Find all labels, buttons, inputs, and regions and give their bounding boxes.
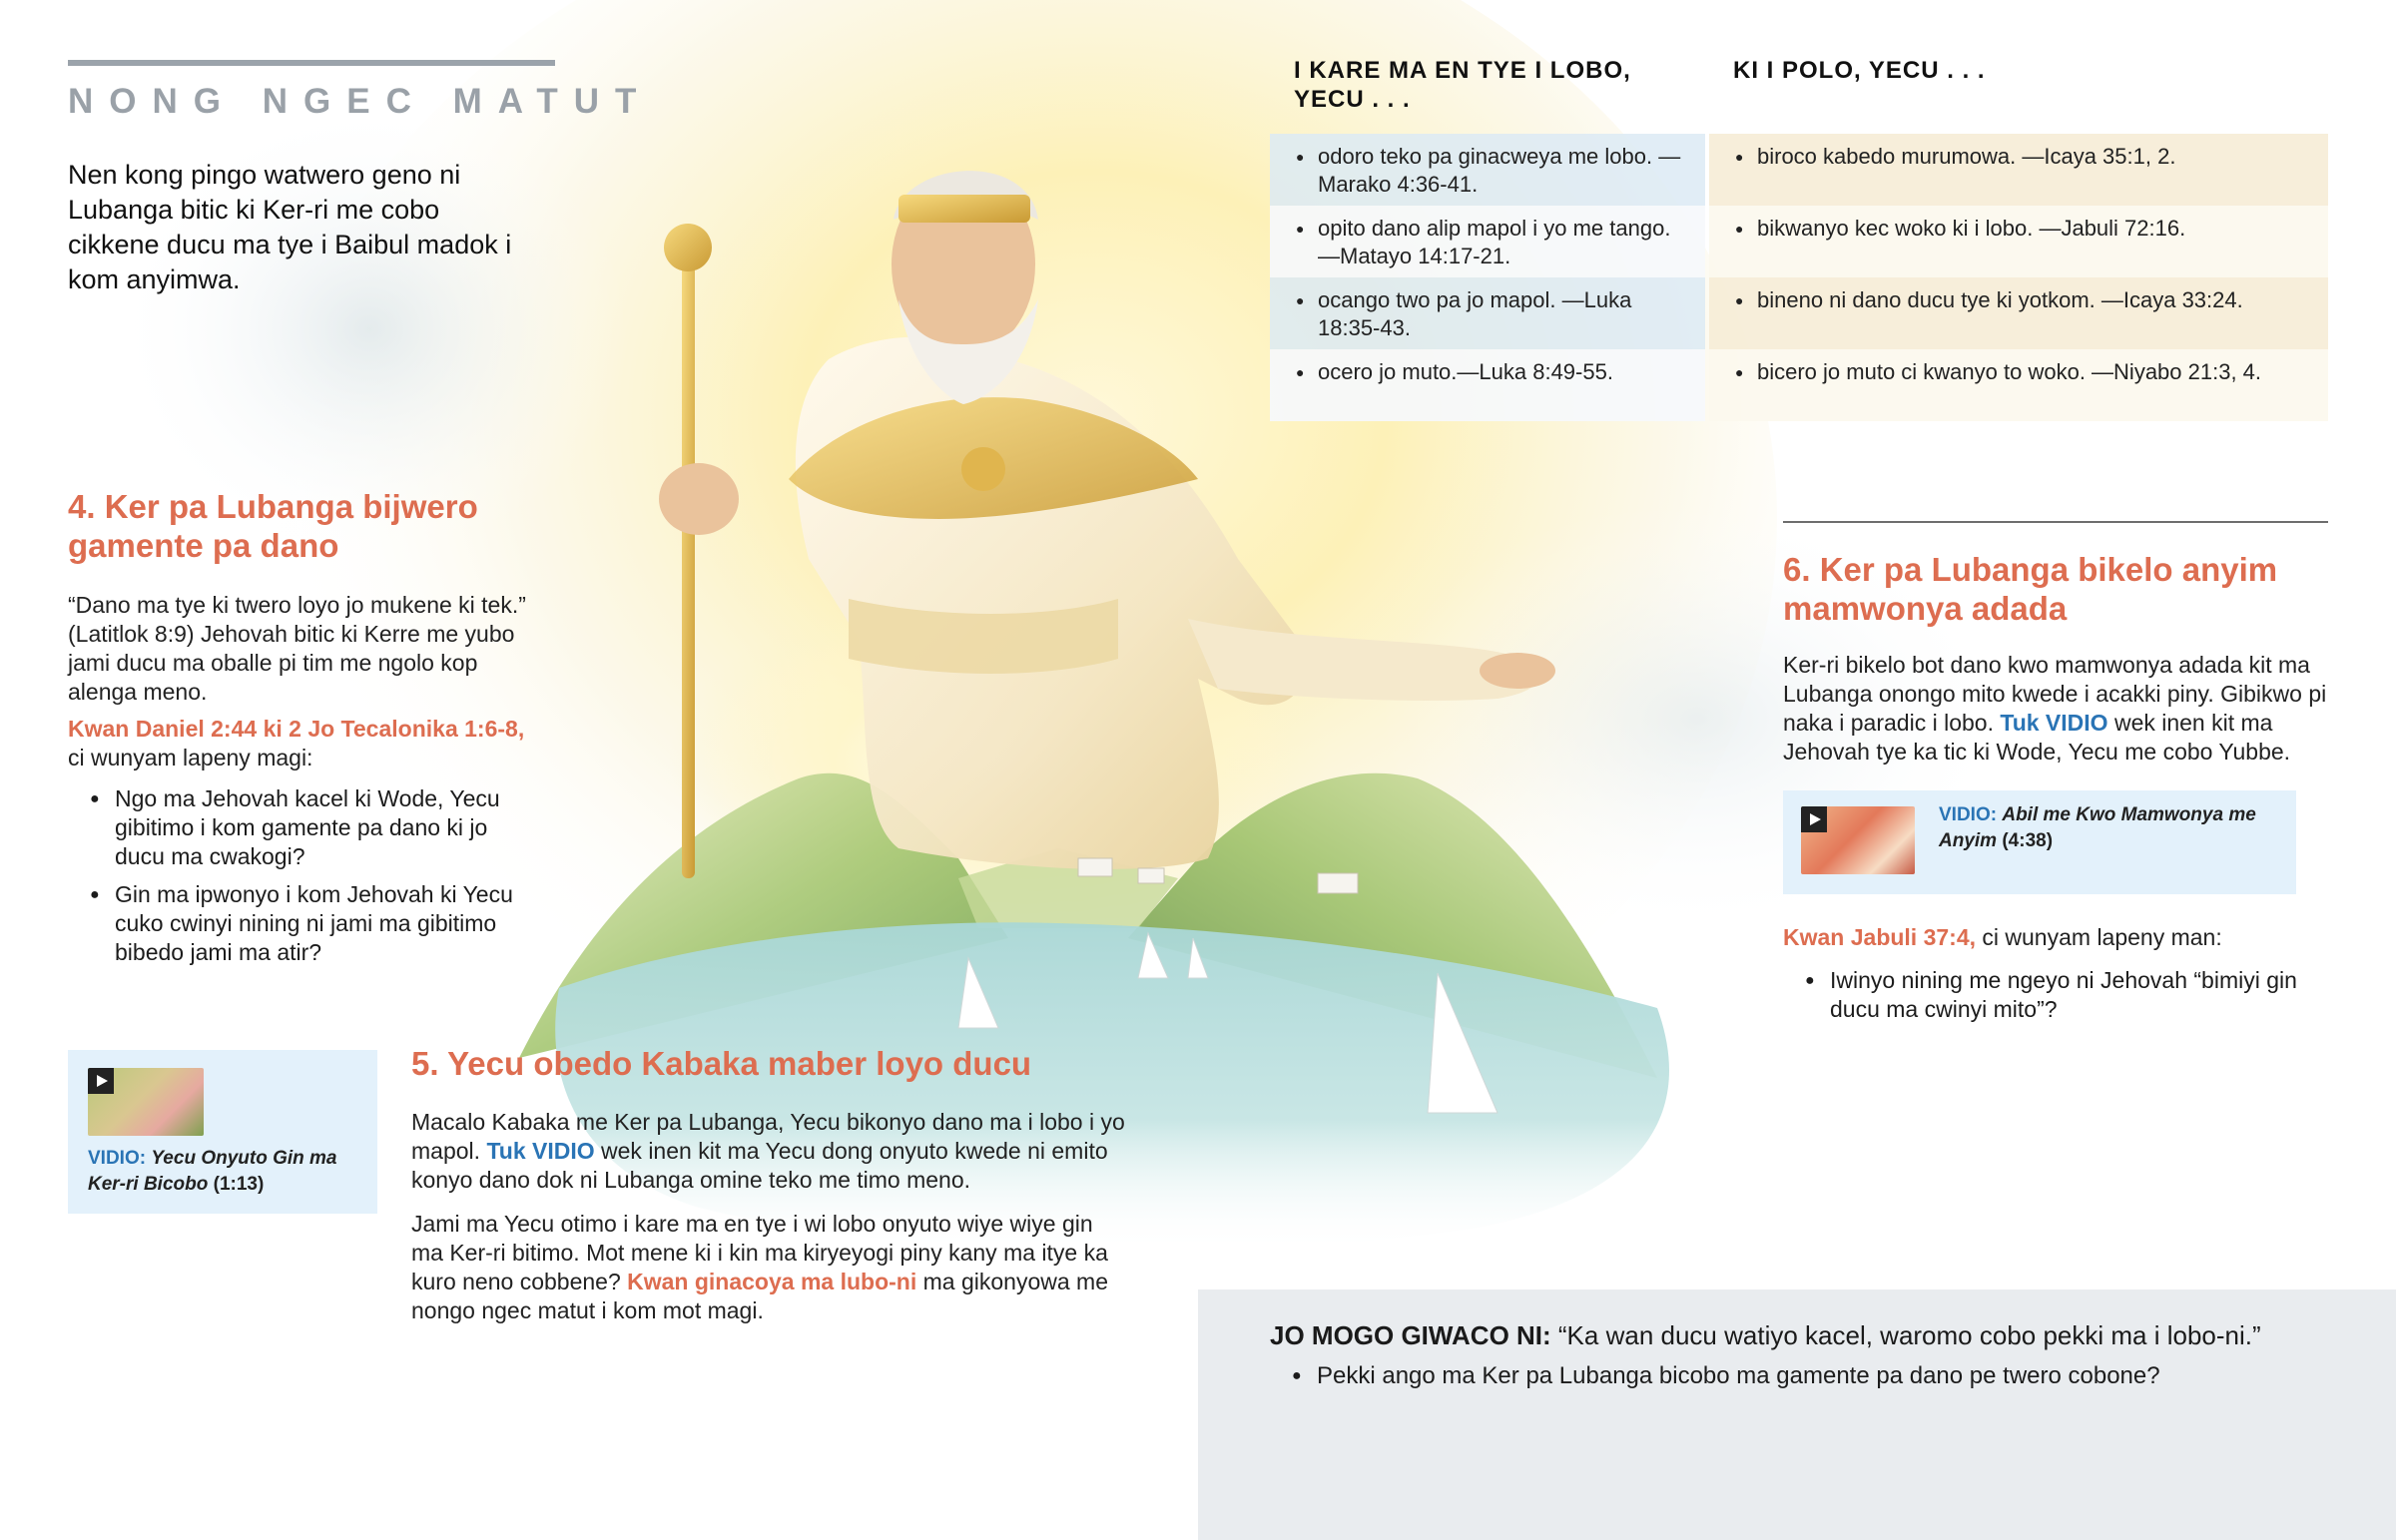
paragraph-text: wek inen kit ma Jehovah tye ka tic ki Wode, Yecu me cobo Yubbe. xyxy=(1783,710,2291,765)
section-6-rule xyxy=(1783,521,2328,523)
table-cell-earth: ● ocero jo muto.—Luka 8:49-55. xyxy=(1270,349,1705,421)
video-caption xyxy=(88,1146,357,1198)
question-quote xyxy=(1270,1319,2261,1351)
section-4-questions xyxy=(68,784,537,976)
video-label: VIDIO: xyxy=(1939,804,1998,825)
table-row xyxy=(1270,349,2328,421)
paragraph-text: Ker-ri bikelo bot dano kwo mamwonya adada kit ma Lubanga onongo mito kwede i acakki piny. Gibikwo pi naka i paradic i lobo. xyxy=(1783,652,2327,736)
list-item: ● Pekki ango ma Ker pa Lubanga bicobo ma gamente pa dano pe twero cobone? xyxy=(1270,1361,2348,1390)
table-cell-earth: ● opito dano alip mapol i yo me tango.—Matayo 14:17-21. xyxy=(1270,206,1705,277)
table-cell-heaven: ● biroco kabedo murumowa. —Icaya 35:1, 2. xyxy=(1709,134,2328,206)
scriptures-link[interactable]: Kwan ginacoya ma lubo-ni xyxy=(627,1269,917,1294)
section-5-paragraph-1 xyxy=(411,1108,1130,1195)
video-thumbnail[interactable] xyxy=(88,1068,204,1136)
intro-heading: NONG NGEC MATUT xyxy=(68,82,653,121)
table-row xyxy=(1270,134,2328,206)
video-box-jesus-showed[interactable] xyxy=(68,1050,377,1214)
intro-rule xyxy=(68,60,555,66)
section-4-body: “Dano ma tye ki twero loyo jo mukene ki tek.” (Latitlok 8:9) Jehovah bitic ki Kerre me yubo jami ducu ma oballe pi tim me ngolo kop alenga meno. xyxy=(68,592,526,705)
table-header-on-earth: I KARE MA EN TYE I LOBO, YECU . . . xyxy=(1294,57,1631,113)
video-duration: (1:13) xyxy=(213,1174,265,1195)
table-cell-heaven: ● bicero jo muto ci kwanyo to woko. —Niyabo 21:3, 4. xyxy=(1709,349,2328,421)
section-6-prompt xyxy=(1783,923,2302,952)
table-cell-heaven: ● bineno ni dano ducu tye ki yotkom. —Icaya 33:24. xyxy=(1709,277,2328,349)
question-label: JO MOGO GIWACO NI: xyxy=(1270,1320,1551,1350)
section-6-body xyxy=(1783,651,2328,767)
section-6-questions xyxy=(1783,966,2302,1033)
section-5-paragraph-2 xyxy=(411,1210,1130,1325)
section-6-scripture-link[interactable]: Kwan Jabuli 37:4, xyxy=(1783,924,1977,950)
table-header-from-heaven: KI I POLO, YECU . . . xyxy=(1733,57,1986,84)
table-row xyxy=(1270,206,2328,277)
table-cell-earth: ● odoro teko pa ginacweya me lobo. —Marako 4:36-41. xyxy=(1270,134,1705,206)
video-thumbnail[interactable] xyxy=(1801,806,1915,874)
video-title: Yecu Onyuto Gin ma Ker-ri Bicobo xyxy=(88,1148,337,1195)
question-quote-text: “Ka wan ducu watiyo kacel, waromo cobo pekki ma i lobo-ni.” xyxy=(1550,1320,2261,1350)
watch-video-link[interactable]: Tuk VIDIO xyxy=(486,1138,595,1164)
list-item: ● Gin ma ipwonyo i kom Jehovah ki Yecu cuko cwinyi nining ni jami ma gibitimo bibedo jami ma atir? xyxy=(68,880,537,967)
table-row xyxy=(1270,277,2328,349)
paragraph-text: Jami ma Yecu otimo i kare ma en tye i wi lobo onyuto wiye wiye gin ma Ker-ri bitimo. Mot mene ki i kin ma kiryeyogi piny kany ma itye ka kuro neno cobbene? xyxy=(411,1211,1108,1294)
paragraph-text: wek inen kit ma Yecu dong onyuto kwede ni emito konyo dano dok ni Lubanga omine teko me timo meno. xyxy=(411,1138,1108,1193)
intro-text: Nen kong pingo watwero geno ni Lubanga bitic ki Ker-ri me cobo cikkene ducu ma tye i Baibul madok i kom anyimwa. xyxy=(68,160,512,294)
some-people-say-box xyxy=(1198,1289,2396,1540)
table-cell-heaven: ● bikwanyo kec woko ki i lobo. —Jabuli 72:16. xyxy=(1709,206,2328,277)
video-duration: (4:38) xyxy=(2002,830,2054,851)
section-4-scripture-link[interactable]: Kwan Daniel 2:44 ki 2 Jo Tecalonika 1:6-8, xyxy=(68,716,525,742)
table-cell-earth: ● ocango two pa jo mapol. —Luka 18:35-43. xyxy=(1270,277,1705,349)
section-4-prompt xyxy=(68,715,537,772)
video-caption xyxy=(1939,802,2268,854)
comparison-table xyxy=(1270,134,2328,421)
video-title: Abil me Kwo Mamwonya me Anyim xyxy=(1939,804,2256,851)
play-icon[interactable] xyxy=(1801,806,1827,832)
list-item: ● Ngo ma Jehovah kacel ki Wode, Yecu gibitimo i kom gamente pa dano ki jo ducu ma cwakogi? xyxy=(68,784,537,871)
section-6-prompt-text: ci wunyam lapeny man: xyxy=(1976,924,2222,950)
paragraph-text: ma gikonyowa me nongo ngec matut i kom mot magi. xyxy=(411,1269,1108,1323)
video-label: VIDIO: xyxy=(88,1148,147,1169)
play-icon[interactable] xyxy=(88,1068,114,1094)
question-list xyxy=(1270,1361,2348,1399)
section-6-title: 6. Ker pa Lubanga bikelo anyim mamwonya adada xyxy=(1783,551,2278,627)
paragraph-text: Macalo Kabaka me Ker pa Lubanga, Yecu bikonyo dano ma i lobo i yo mapol. xyxy=(411,1109,1125,1164)
watch-video-link[interactable]: Tuk VIDIO xyxy=(2000,710,2108,736)
video-box-happy-future[interactable] xyxy=(1783,790,2296,894)
list-item: ● Iwinyo nining me ngeyo ni Jehovah “bimiyi gin ducu ma cwinyi mito”? xyxy=(1783,966,2302,1024)
section-4-title: 4. Ker pa Lubanga bijwero gamente pa dano xyxy=(68,488,478,564)
section-5-title: 5. Yecu obedo Kabaka maber loyo ducu xyxy=(411,1045,1032,1082)
section-4-prompt-text: ci wunyam lapeny magi: xyxy=(68,745,313,770)
